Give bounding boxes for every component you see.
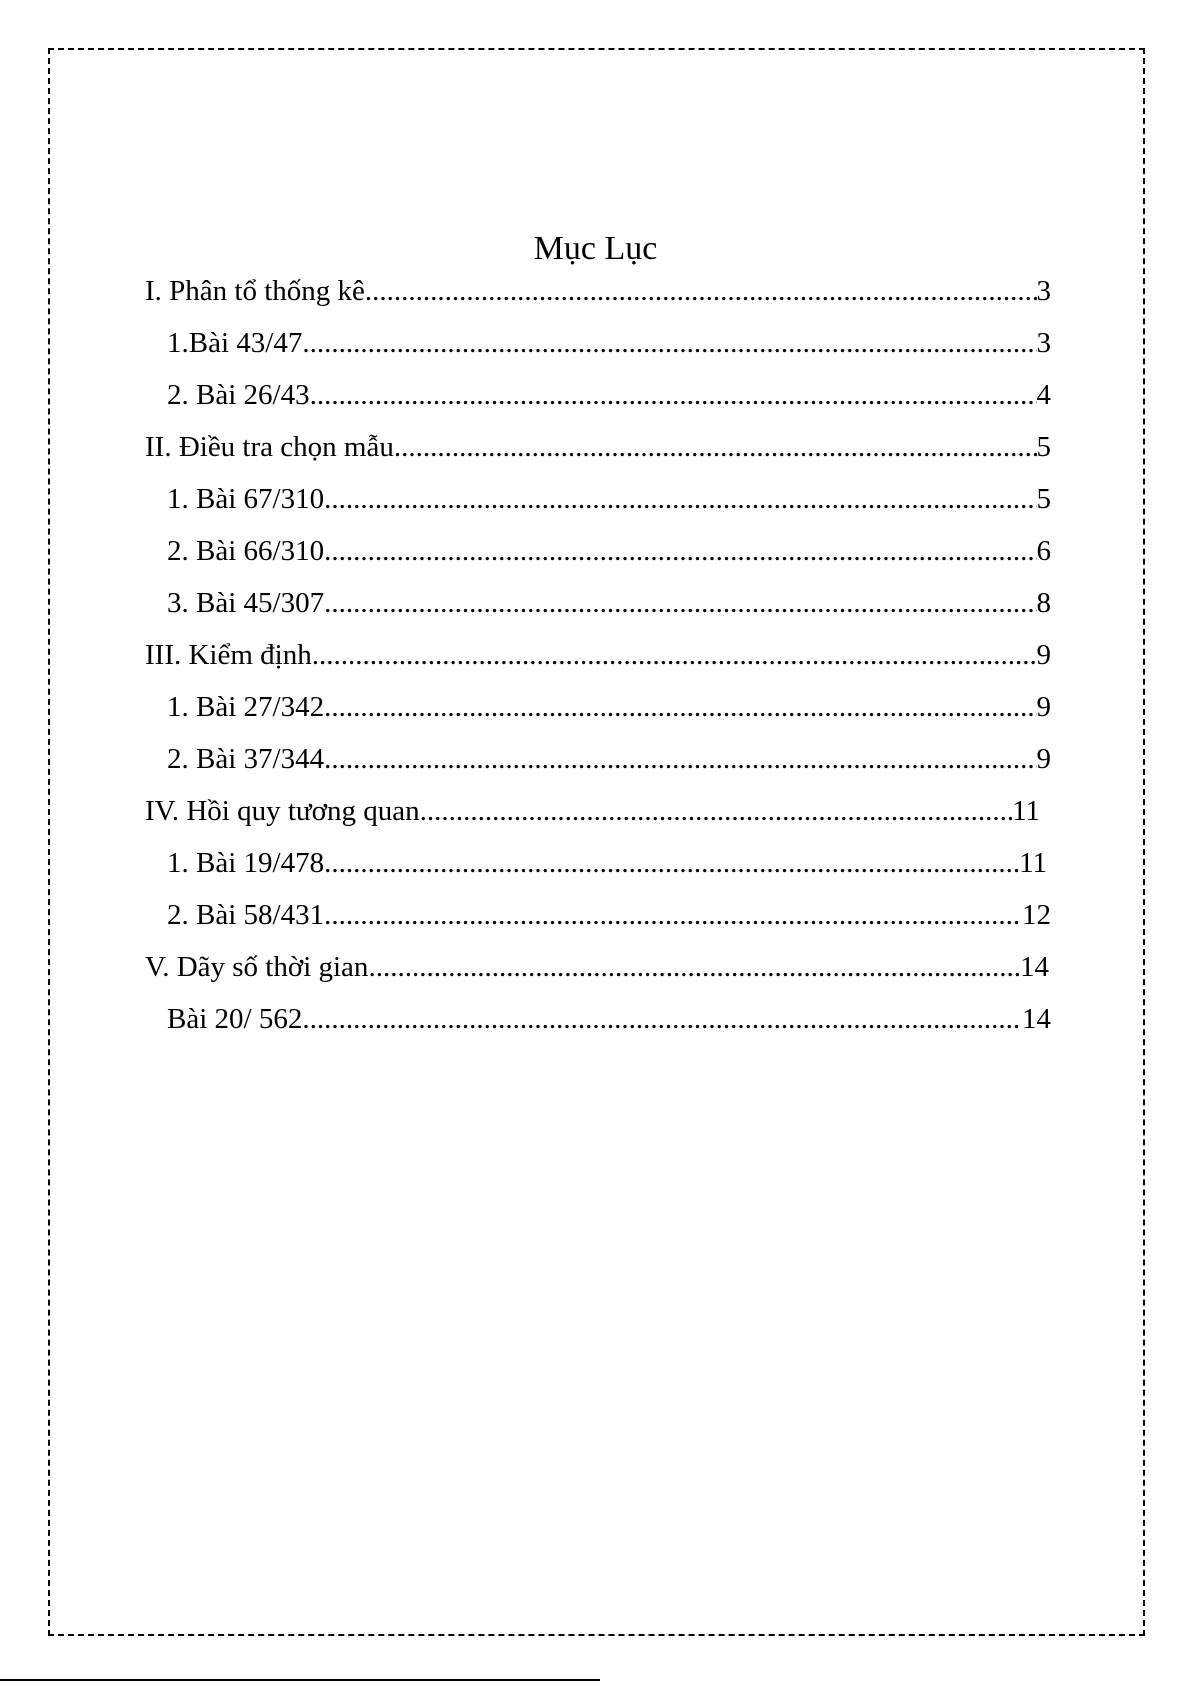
toc-leader (324, 533, 1036, 569)
toc-entry-label: V. Dãy số thời gian (145, 951, 369, 983)
toc-entry-page: 9 (1036, 691, 1051, 723)
toc-leader (324, 689, 1036, 725)
toc-entry[interactable] (167, 1001, 1051, 1037)
toc-entry-page: 14 (1022, 1003, 1051, 1035)
toc-entry[interactable] (145, 793, 1040, 829)
toc-entry[interactable] (145, 273, 1051, 309)
toc-entry-page: 9 (1036, 743, 1051, 775)
toc-entry-label: 2. Bài 66/310 (167, 535, 325, 567)
toc-entry-page: 3 (1036, 327, 1051, 359)
toc-entry[interactable] (145, 949, 1049, 985)
toc-entry-label: 1. Bài 67/310 (167, 483, 325, 515)
toc-entry[interactable] (167, 741, 1051, 777)
toc-entry-label: 1. Bài 19/478 (167, 847, 325, 879)
toc-leader (324, 585, 1036, 621)
toc-entry-page: 5 (1036, 483, 1051, 515)
toc-entry[interactable] (167, 845, 1047, 881)
toc-entry-label: 1.Bài 43/47 (167, 327, 303, 359)
toc-entry[interactable] (167, 377, 1051, 413)
toc-leader (324, 741, 1036, 777)
toc-entry-label: III. Kiểm định (145, 639, 312, 671)
toc-entry[interactable] (145, 429, 1051, 465)
toc-leader (302, 1001, 1022, 1037)
toc-entry-label: Bài 20/ 562 (167, 1003, 303, 1035)
footer-rule (0, 1679, 600, 1681)
toc-entry-page: 5 (1036, 431, 1051, 463)
toc-leader (420, 793, 1012, 829)
toc-leader (324, 897, 1022, 933)
toc-entry-page: 3 (1036, 275, 1051, 307)
toc-entry-page: 11 (1019, 847, 1047, 879)
toc-leader (394, 429, 1037, 465)
toc-entry[interactable] (167, 897, 1051, 933)
toc-entry-page: 6 (1036, 535, 1051, 567)
toc-entry-page: 9 (1036, 639, 1051, 671)
toc-entry-label: I. Phân tổ thống kê (145, 275, 365, 307)
toc-entry-label: 2. Bài 58/431 (167, 899, 325, 931)
toc-entry[interactable] (167, 689, 1051, 725)
toc-title: Mục Lục (533, 230, 658, 267)
toc-entry-label: II. Điều tra chọn mẫu (145, 431, 394, 463)
toc-entry-page: 11 (1012, 795, 1040, 827)
toc-leader (312, 637, 1037, 673)
toc-entry[interactable] (167, 585, 1051, 621)
toc-entry[interactable] (167, 533, 1051, 569)
toc-entry-label: 2. Bài 37/344 (167, 743, 325, 775)
toc-entry-label: 1. Bài 27/342 (167, 691, 325, 723)
toc-entry[interactable] (167, 481, 1051, 517)
toc-entry-page: 12 (1022, 899, 1051, 931)
toc-leader (365, 273, 1037, 309)
toc-entry-page: 14 (1020, 951, 1049, 983)
toc-leader (324, 845, 1019, 881)
toc-leader (324, 481, 1036, 517)
toc-entry-page: 4 (1036, 379, 1051, 411)
toc-entry[interactable] (145, 637, 1051, 673)
toc-entry-page: 8 (1036, 587, 1051, 619)
toc-leader (302, 325, 1036, 361)
toc-entry[interactable] (167, 325, 1051, 361)
toc-leader (368, 949, 1020, 985)
toc-entry-label: IV. Hồi quy tương quan (145, 795, 420, 827)
toc-entry-label: 3. Bài 45/307 (167, 587, 325, 619)
toc-leader (310, 377, 1037, 413)
toc-entry-label: 2. Bài 26/43 (167, 379, 310, 411)
